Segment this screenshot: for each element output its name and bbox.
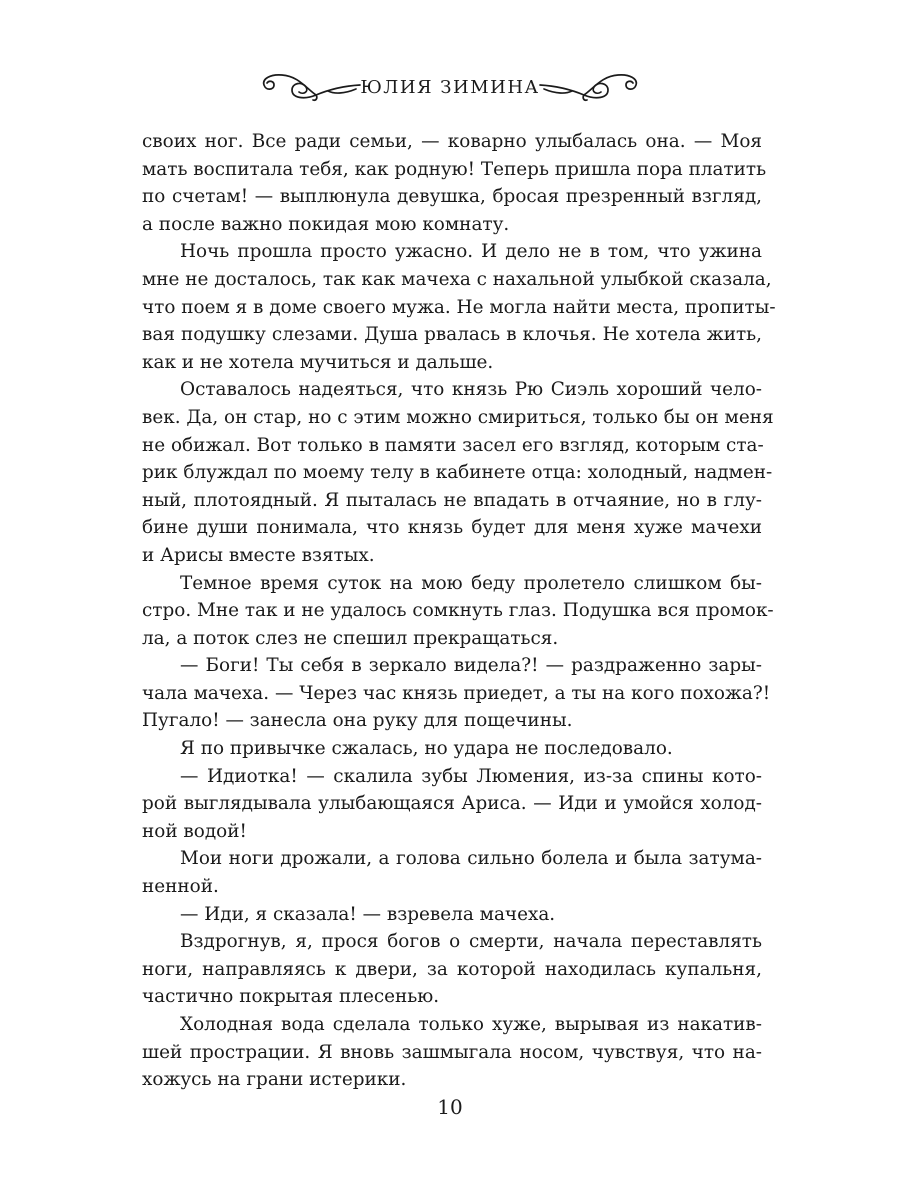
text-line: Мои ноги дрожали, а голова сильно болела и была затума- bbox=[180, 848, 762, 870]
text-line: вая подушку слезами. Душа рвалась в клочья. Не хотела жить, bbox=[142, 324, 762, 346]
text-line: как и не хотела мучиться и дальше. bbox=[142, 351, 494, 373]
text-line: Ночь прошла просто ужасно. И дело не в том, что ужина bbox=[180, 241, 762, 263]
body-text bbox=[142, 128, 776, 1094]
paragraph bbox=[142, 1011, 762, 1094]
text-line: Пугало! — занесла она руку для пощечины. bbox=[142, 710, 573, 732]
text-line: ный, плотоядный. Я пыталась не впадать в отчаяние, но в глу- bbox=[142, 489, 762, 511]
text-line: век. Да, он стар, но с этим можно смириться, только бы он меня bbox=[142, 406, 774, 428]
text-line: Темное время суток на мою беду пролетело слишком бы- bbox=[180, 572, 762, 594]
text-line: ноги, направляясь к двери, за которой находилась купальня, bbox=[142, 958, 762, 980]
text-line: Холодная вода сделала только хуже, вырывая из накатив- bbox=[180, 1014, 762, 1035]
text-line: рой выглядывала улыбающаяся Ариса. — Иди и умойся холод- bbox=[142, 793, 762, 815]
text-line: стро. Мне так и не удалось сомкнуть глаз. Подушка вся промок- bbox=[142, 600, 774, 622]
paragraph bbox=[142, 376, 774, 569]
text-line: мать воспитала тебя, как родную! Теперь пришла пора платить bbox=[142, 158, 767, 180]
text-line: рик блуждал по моему телу в кабинете отца: холодный, надмен- bbox=[142, 462, 773, 484]
text-line: ной водой! bbox=[142, 820, 247, 842]
text-line: — Иди, я сказала! — взревела мачеха. bbox=[180, 903, 556, 925]
text-line: — Боги! Ты себя в зеркало видела?! — раздраженно зары- bbox=[180, 655, 762, 677]
text-line: Вздрогнув, я, прося богов о смерти, начала переставлять bbox=[180, 931, 762, 953]
text-line: и Арисы вместе взятых. bbox=[142, 544, 375, 566]
text-line: Оставалось надеяться, что князь Рю Сиэль хороший чело- bbox=[180, 379, 762, 401]
text-line: частично покрытая плесенью. bbox=[142, 986, 440, 1008]
text-line: ненной. bbox=[142, 876, 219, 898]
text-line: Я по привычке сжалась, но удара не последовало. bbox=[180, 738, 673, 760]
text-line: хожусь на грани истерики. bbox=[142, 1069, 407, 1091]
ornament-right-icon bbox=[538, 68, 642, 102]
text-line: по счетам! — выплюнула девушка, бросая презренный взгляд, bbox=[142, 186, 762, 208]
paragraph bbox=[142, 570, 774, 653]
paragraph bbox=[142, 845, 762, 900]
running-head: ЮЛИЯ ЗИМИНА bbox=[360, 77, 540, 98]
paragraph bbox=[142, 735, 762, 763]
page-number: 10 bbox=[437, 1095, 463, 1119]
text-line: чала мачеха. — Через час князь приедет, а ты на кого похожа?! bbox=[142, 682, 771, 704]
text-line: ла, а поток слез не спешил прекращаться. bbox=[142, 627, 559, 649]
paragraph bbox=[142, 238, 776, 376]
paragraph bbox=[142, 901, 762, 929]
text-line: а после важно покидая мою комнату. bbox=[142, 213, 510, 235]
paragraph bbox=[142, 652, 771, 735]
paragraph bbox=[142, 128, 767, 238]
text-line: что поем я в доме своего мужа. Не могла найти места, пропиты- bbox=[142, 296, 776, 318]
page-header bbox=[0, 64, 900, 114]
text-line: своих ног. Все ради семьи, — коварно улыбалась она. — Моя bbox=[142, 131, 762, 152]
text-line: не обижал. Вот только в памяти засел его взгляд, которым ста- bbox=[142, 434, 764, 456]
text-line: — Идиотка! — скалила зубы Люмения, из-за спины кото- bbox=[180, 765, 762, 787]
paragraph bbox=[142, 928, 762, 1011]
paragraph bbox=[142, 763, 762, 846]
text-line: шей прострации. Я вновь зашмыгала носом, чувствуя, что на- bbox=[142, 1041, 762, 1063]
text-line: мне не досталось, так как мачеха с нахальной улыбкой сказала, bbox=[142, 268, 772, 290]
text-line: бине души понимала, что князь будет для меня хуже мачехи bbox=[142, 517, 762, 539]
